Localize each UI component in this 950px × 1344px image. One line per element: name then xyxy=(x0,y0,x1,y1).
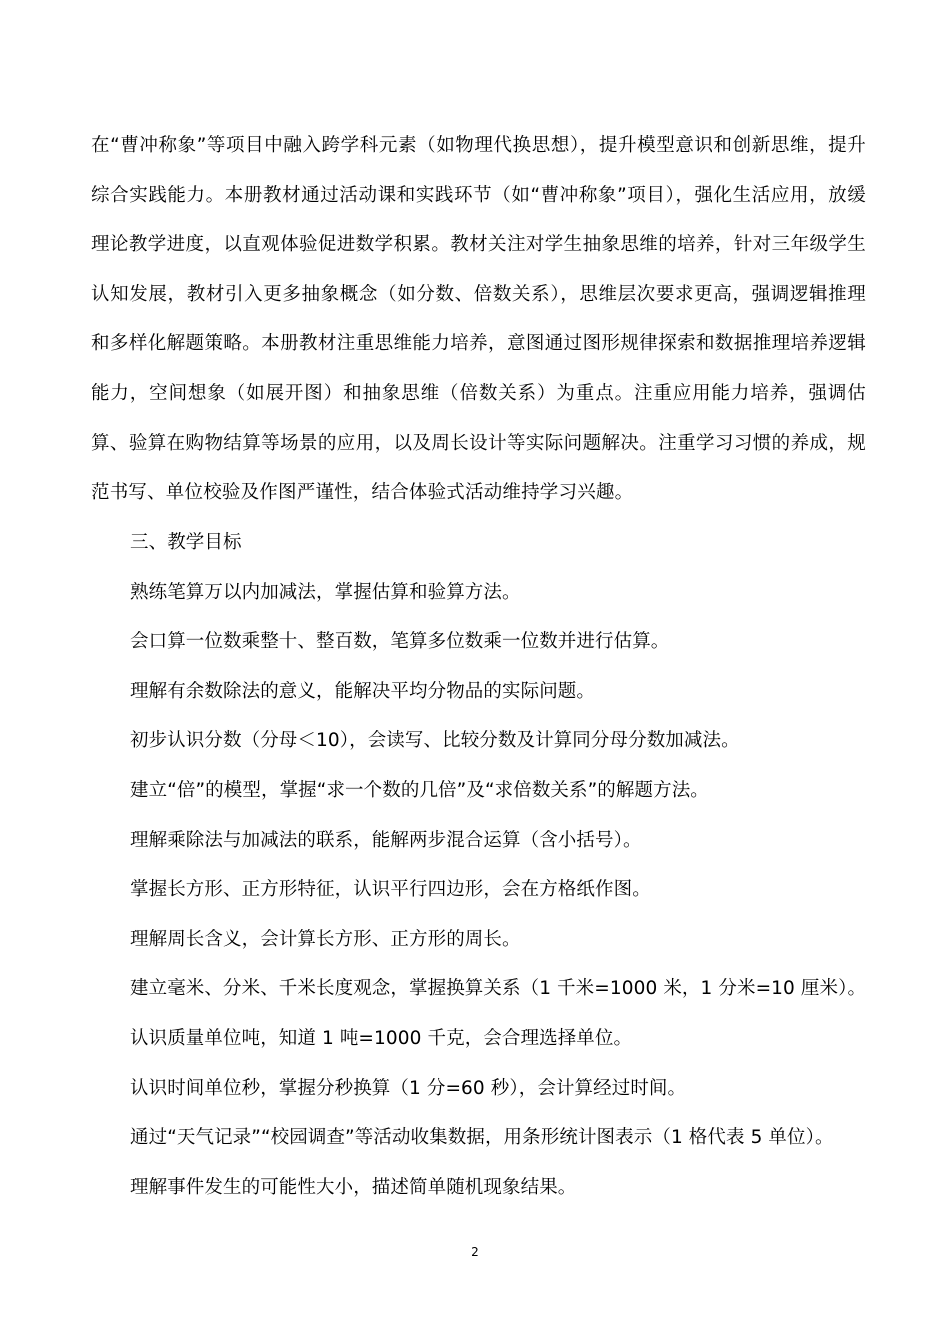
objective-item: 会口算一位数乘整十、整百数，笔算多位数乘一位数并进行估算。 xyxy=(130,631,670,653)
objectives-section xyxy=(130,518,866,1212)
objective-item: 认识时间单位秒，掌握分秒换算（1 分=60 秒），会计算经过时间。 xyxy=(130,1077,687,1099)
page-number: 2 xyxy=(471,1245,479,1259)
objective-item: 理解有余数除法的意义，能解决平均分物品的实际问题。 xyxy=(130,680,596,702)
objective-item: 掌握长方形、正方形特征，认识平行四边形，会在方格纸作图。 xyxy=(130,879,651,901)
objective-item: 理解事件发生的可能性大小，描述简单随机现象结果。 xyxy=(130,1176,577,1198)
objective-item: 熟练笔算万以内加减法，掌握估算和验算方法。 xyxy=(130,581,521,603)
objective-item: 初步认识分数（分母＜10），会读写、比较分数及计算同分母分数加减法。 xyxy=(130,730,740,752)
objective-item: 理解周长含义，会计算长方形、正方形的周长。 xyxy=(130,928,521,950)
objective-item: 理解乘除法与加减法的联系，能解两步混合运算（含小括号）。 xyxy=(130,829,642,851)
objective-item: 建立“倍”的模型，掌握“求一个数的几倍”及“求倍数关系”的解题方法。 xyxy=(130,779,709,801)
objective-item: 认识质量单位吨，知道 1 吨=1000 千克，会合理选择单位。 xyxy=(130,1027,633,1049)
intro-paragraph: 在“曹冲称象”等项目中融入跨学科元素（如物理代换思想），提升模型意识和创新思维，提升综合实践能力。本册教材通过活动课和实践环节（如“曹冲称象”项目），强化生活应用，放缓理论教学进度，以直观体验促进数学积累。教材关注对学生抽象思维的培养，针对三年级学生认知发展，教材引入更多抽象概念（如分数、倍数关系），思维层次要求更高，强调逻辑推理和多样化解题策略。本册教材注重思维能力培养，意图通过图形规律探索和数据推理培养逻辑能力，空间想象（如展开图）和抽象思维（倍数关系）为重点。注重应用能力培养，强调估算、验算在购物结算等场景的应用，以及周长设计等实际问题解决。注重学习习惯的养成，规范书写、单位校验及作图严谨性，结合体验式活动维持学习兴趣。 xyxy=(91,135,866,504)
objective-item: 通过“天气记录”“校园调查”等活动收集数据，用条形统计图表示（1 格代表 5 单位）。 xyxy=(130,1127,834,1149)
section-heading: 三、教学目标 xyxy=(130,532,242,553)
objective-item: 建立毫米、分米、千米长度观念，掌握换算关系（1 千米=1000 米，1 分米=10 厘米）。 xyxy=(130,978,867,1000)
